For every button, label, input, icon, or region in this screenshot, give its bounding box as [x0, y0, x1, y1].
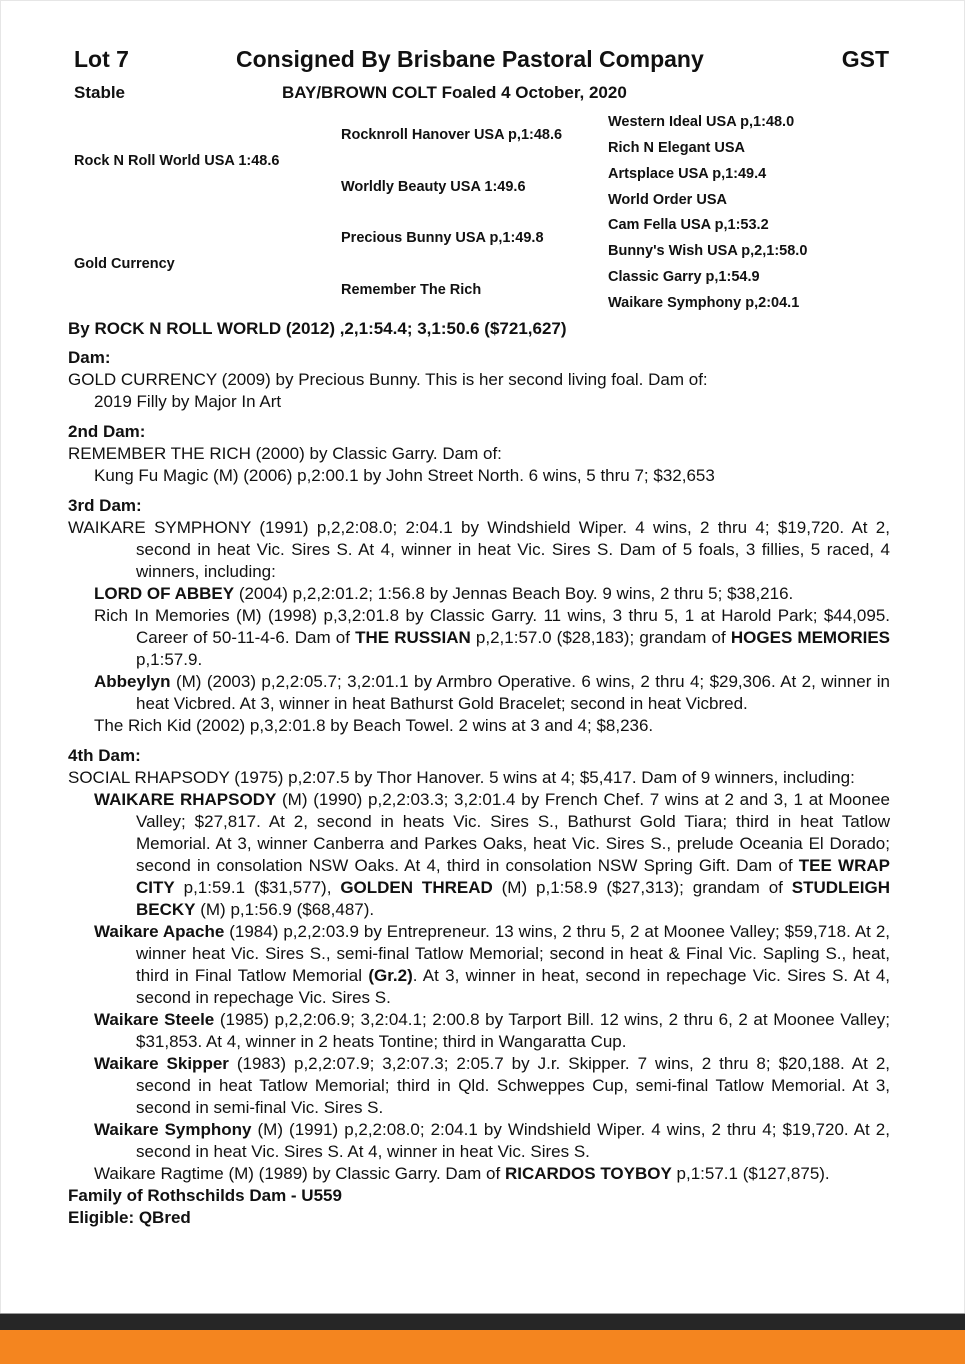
progeny-name: Abbeylyn [94, 672, 171, 691]
lot-header [74, 46, 889, 76]
progeny-detail: p,1:59.1 ($31,577), [174, 878, 341, 897]
horse-description: BAY/BROWN COLT Foaled 4 October, 2020 [282, 83, 627, 102]
progeny-detail: (M) p,1:58.9 ($27,313); grandam of [492, 878, 792, 897]
sire-summary: By ROCK N ROLL WORLD (2012) ,2,1:54.4; 3,1:50.6 ($721,627) [68, 319, 567, 338]
section-title: 2nd Dam: [68, 422, 146, 441]
progeny-detail: (M) (1989) by Classic Garry. Dam of [223, 1164, 505, 1183]
section-title: 3rd Dam: [68, 496, 142, 515]
notable-offspring: STUDLEIGH BECKY [136, 878, 890, 919]
pedigree-gen3: Cam Fella USA p,1:53.2 [608, 217, 769, 233]
pedigree-dam-sire: Precious Bunny USA p,1:49.8 [341, 230, 544, 246]
progeny-name: Waikare Symphony [94, 1120, 252, 1139]
progeny-detail: (M) (1990) p,2,2:03.3; 3,2:01.4 by French Chef. 7 wins at 2 and 3, 1 at Moonee Valley; $27,817. At 2, second in heats Vic. Sires S., Bathurst Gold Tiara; third in heat Tatlow Memorial. At 3, winner Canberra and Parkes Oaks, heat Vic. Sires S., prelude Oceania El Dorado; second in consolation NSW Oaks. At 4, third in consolation NSW Spring Gift. Dam of [136, 790, 890, 875]
pedigree-gen3: Waikare Symphony p,2:04.1 [608, 295, 800, 311]
second-dam-text: REMEMBER THE RICH (2000) by Classic Garry. Dam of: [68, 444, 502, 463]
pedigree-gen3: Western Ideal USA p,1:48.0 [608, 114, 795, 130]
progeny-name: The Rich Kid [94, 716, 192, 735]
progeny-item [68, 605, 890, 671]
third-dam-text: WAIKARE SYMPHONY (1991) p,2,2:08.0; 2:04.1 by Windshield Wiper. 4 wins, 2 thru 4; $19,720. At 2, second in heat Vic. Sires S. At 4, winner in heat Vic. Sires S. Dam of 5 foals, 3 fillies, 5 raced, 4 winners, including: [68, 518, 890, 581]
pedigree-dam-dam: Remember The Rich [341, 282, 482, 298]
progeny-detail: p,1:57.9. [136, 650, 203, 669]
progeny-detail: (1985) p,2,2:06.9; 3,2:04.1; 2:00.8 by Tarport Bill. 12 wins, 2 thru 6, 2 at Moonee Valley; $31,853. At 4, winner in 2 heats Tontine; third in Wangaratta Cup. [136, 1010, 890, 1051]
progeny-detail: (M) (1998) p,3,2:01.8 by Classic Garry. 11 wins, 3 thru 5, 1 at Harold Park; $44,095. Career of 50-11-4-6. Dam of [136, 606, 890, 647]
notable-offspring: (Gr.2) [368, 966, 413, 985]
progeny-detail: (1984) p,2,2:03.9 by Entrepreneur. 13 wins, 2 thru 5, 2 at Moonee Valley; $59,718. At 2, winner heat Vic. Sires S., semi-final Tatlow Memorial; second in heat & Final Vic. Sapling S., heat, third in Final Tatlow Memorial [136, 922, 890, 985]
consignor: Consigned By Brisbane Pastoral Company [236, 46, 704, 72]
second-dam-section [68, 421, 890, 487]
progeny-item [68, 1119, 890, 1163]
pedigree-dam: Gold Currency [74, 256, 175, 272]
progeny-detail: (M) (2003) p,2,2:05.7; 3,2:01.1 by Armbro Operative. 6 wins, 2 thru 4; $29,306. At 2, winner in heat Vicbred. At 3, winner in heat Bathurst Gold Bracelet; second in heat Vicbred. [136, 672, 890, 713]
progeny-item [68, 671, 890, 715]
gst-label: GST [841, 46, 889, 72]
progeny-name: Waikare Ragtime [94, 1164, 224, 1183]
progeny-detail: (M) p,1:56.9 ($68,487). [195, 900, 375, 919]
notable-offspring: HOGES MEMORIES [730, 628, 890, 647]
progeny-name: Rich In Memories [94, 606, 230, 625]
progeny-item [68, 1009, 890, 1053]
lot-number: Lot 7 [74, 46, 129, 72]
footer-dark-bar [0, 1313, 965, 1331]
progeny-name: Waikare Steele [94, 1010, 215, 1029]
progeny-name: WAIKARE RHAPSODY [94, 790, 277, 809]
progeny-item: 2019 Filly by Major In Art [94, 392, 282, 411]
progeny-item [68, 583, 890, 605]
lot-subheader [74, 83, 889, 105]
notable-offspring: TEE WRAP CITY [136, 856, 890, 897]
progeny-name: Waikare Apache [94, 922, 225, 941]
pedigree-sire-dam: Worldly Beauty USA 1:49.6 [341, 179, 526, 195]
notable-offspring: GOLDEN THREAD [340, 878, 493, 897]
dam-text: GOLD CURRENCY (2009) by Precious Bunny. This is her second living foal. Dam of: [68, 370, 708, 389]
progeny-item [68, 1053, 890, 1119]
progeny-detail: (2004) p,2,2:01.2; 1:56.8 by Jennas Beach Boy. 9 wins, 2 thru 5; $38,216. [234, 584, 794, 603]
progeny-detail: . At 3, winner in heat, second in repechage Vic. Sires S. At 4, second in repechage Vic. Sires S. [136, 966, 890, 1007]
eligible-line: Eligible: QBred [68, 1208, 191, 1227]
fourth-dam-text: SOCIAL RHAPSODY (1975) p,2:07.5 by Thor Hanover. 5 wins at 4; $5,417. Dam of 9 winners, including: [68, 768, 855, 787]
progeny-detail: (2002) p,3,2:01.8 by Beach Towel. 2 wins at 3 and 4; $8,236. [191, 716, 654, 735]
fourth-dam-progeny [68, 789, 890, 1185]
pedigree-gen3: Classic Garry p,1:54.9 [608, 269, 760, 285]
progeny-item [68, 1163, 890, 1185]
progeny-detail: p,2,1:57.0 ($28,183); grandam of [470, 628, 731, 647]
pedigree-gen3: World Order USA [608, 192, 727, 208]
dam-section [68, 347, 890, 413]
progeny-item [68, 921, 890, 1009]
progeny-name: LORD OF ABBEY [94, 584, 235, 603]
fourth-dam-section [68, 745, 890, 1185]
third-dam-section [68, 495, 890, 737]
pedigree-gen3: Artsplace USA p,1:49.4 [608, 166, 767, 182]
progeny-item [68, 789, 890, 921]
family-line: Family of Rothschilds Dam - U559 [68, 1186, 342, 1205]
progeny-item: Kung Fu Magic (M) (2006) p,2:00.1 by John Street North. 6 wins, 5 thru 7; $32,653 [94, 466, 715, 485]
third-dam-progeny [68, 583, 890, 737]
pedigree-gen3: Rich N Elegant USA [608, 140, 745, 156]
pedigree-gen3: Bunny's Wish USA p,2,1:58.0 [608, 243, 808, 259]
section-title: 4th Dam: [68, 746, 141, 765]
progeny-item [68, 715, 890, 737]
section-title: Dam: [68, 348, 111, 367]
catalogue-body [68, 347, 890, 1229]
stable-label: Stable [74, 83, 126, 102]
progeny-detail: (M) (1991) p,2,2:08.0; 2:04.1 by Windshield Wiper. 4 wins, 2 thru 4; $19,720. At 2, second in heat Vic. Sires S. At 4, winner in heat Vic. Sires S. [136, 1120, 890, 1161]
pedigree-sire: Rock N Roll World USA 1:48.6 [74, 153, 280, 169]
progeny-detail: (1983) p,2,2:07.9; 3,2:07.3; 2:05.7 by J.r. Skipper. 7 wins, 2 thru 8; $20,188. At 2, second in heat Tatlow Memorial; third in Qld. Schweppes Cup, semi-final Tatlow Memorial. At 3, second in semi-final Vic. Sires S. [136, 1054, 890, 1117]
footer-orange-bar [0, 1330, 965, 1364]
progeny-detail: p,1:57.1 ($127,875). [671, 1164, 830, 1183]
notable-offspring: RICARDOS TOYBOY [504, 1164, 672, 1183]
progeny-name: Waikare Skipper [94, 1054, 229, 1073]
notable-offspring: THE RUSSIAN [355, 628, 471, 647]
pedigree-sire-sire: Rocknroll Hanover USA p,1:48.6 [341, 127, 563, 143]
